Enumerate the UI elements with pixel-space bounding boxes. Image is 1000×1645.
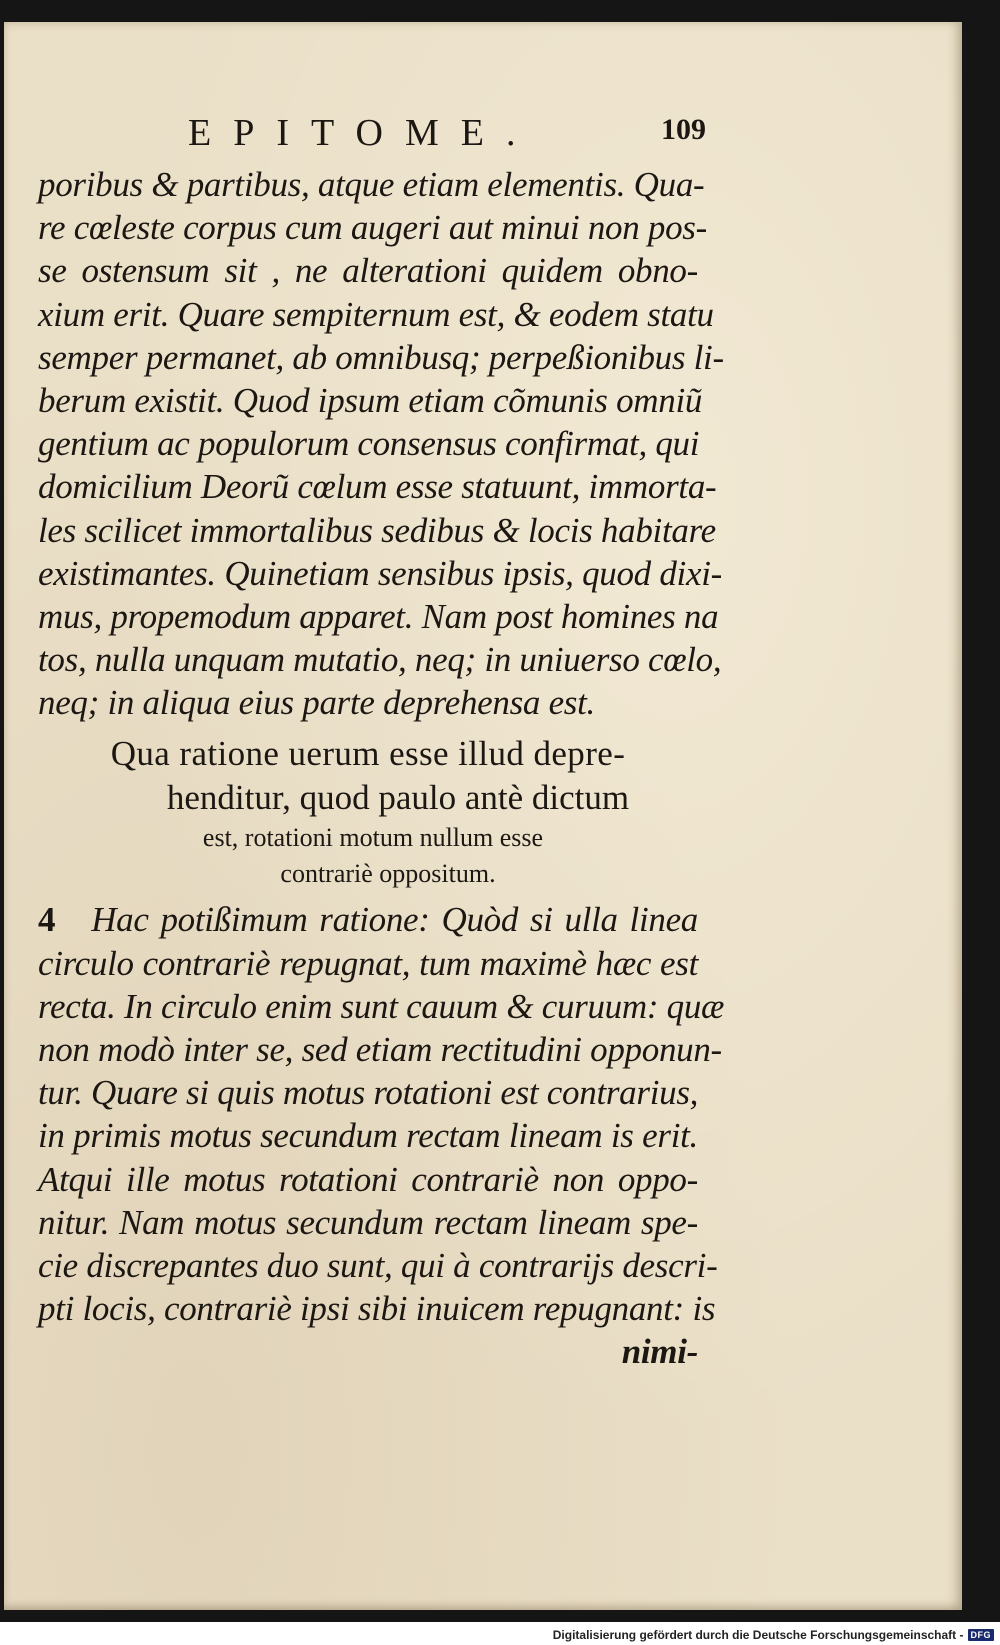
text-line: existimantes. Quinetiam sensibus ipsis, quod dixi- [38, 553, 722, 593]
running-head-title: EPITOME. [188, 112, 538, 154]
text-line: in primis motus secundum rectam lineam is erit. [38, 1116, 698, 1156]
text-line: re cœleste corpus cum augeri aut minui non pos- [38, 208, 707, 248]
text-line: poribus & partibus, atque etiam elementis. Qua- [38, 165, 705, 204]
text-line: xium erit. Quare sempiternum est, & eodem statu [38, 294, 714, 334]
text-block [38, 107, 725, 1374]
text-line: nitur. Nam motus secundum rectam lineam spe- [38, 1202, 698, 1242]
text-line: neq; in aliqua eius parte deprehensa est. [38, 683, 595, 723]
book-page [4, 22, 962, 1610]
text-line: Atqui ille motus rotationi contrariè non oppo- [38, 1159, 698, 1199]
text-line: pti locis, contrariè ipsi sibi inuicem repugnant: is [38, 1289, 716, 1329]
paragraph-number: 4 [38, 900, 56, 940]
text-line: recta. In circulo enim sunt cauum & curuum: quæ [38, 986, 725, 1026]
credit-text: Digitalisierung gefördert durch die Deutsche Forschungsgemeinschaft - [552, 1628, 964, 1642]
text-line: non modò inter se, sed etiam rectitudini opponun- [38, 1030, 722, 1069]
text-line: mus, propemodum apparet. Nam post homines na [38, 596, 719, 636]
dfg-logo-icon: DFG [968, 1629, 995, 1641]
text-line: cie discrepantes duo sunt, qui à contrarijs descri- [38, 1245, 718, 1285]
text-line: berum existit. Quod ipsum etiam cõmunis omniũ [38, 380, 703, 420]
text-line: tos, nulla unquam mutatio, neq; in uniuerso cœlo, [38, 640, 722, 680]
text-line: circulo contrariè repugnat, tum maximè hæc est [38, 943, 698, 983]
text-line: les scilicet immortalibus sedibus & locis habitare [38, 510, 716, 550]
text-line: domicilium Deorũ cœlum esse statuunt, immorta- [38, 467, 717, 507]
running-head [38, 107, 706, 163]
text-line: tur. Quare si quis motus rotationi est contrarius, [38, 1073, 699, 1113]
section-heading [38, 732, 698, 892]
page-number: 109 [661, 113, 706, 146]
text-line: semper permanet, ab omnibusq; perpeßionibus li- [38, 337, 724, 377]
paragraph-top [38, 163, 724, 724]
catchword: nimi- [621, 1332, 698, 1372]
heading-line: henditur, quod paulo antè dictum [166, 778, 630, 818]
heading-line: Qua ratione uerum esse illud depre- [110, 734, 626, 774]
text-line: Hac potißimum ratione: Quòd si ulla linea [91, 900, 698, 940]
text-line-numbered [38, 898, 698, 941]
text-line: se ostensum sit , ne alterationi quidem obno- [38, 251, 698, 291]
heading-line: contrariè oppositum. [280, 859, 496, 889]
text-line: gentium ac populorum consensus confirmat, qui [38, 424, 700, 464]
heading-line: est, rotationi motum nullum esse [202, 823, 544, 853]
digitization-credit [553, 1628, 994, 1642]
paragraph-bottom [38, 898, 725, 1373]
